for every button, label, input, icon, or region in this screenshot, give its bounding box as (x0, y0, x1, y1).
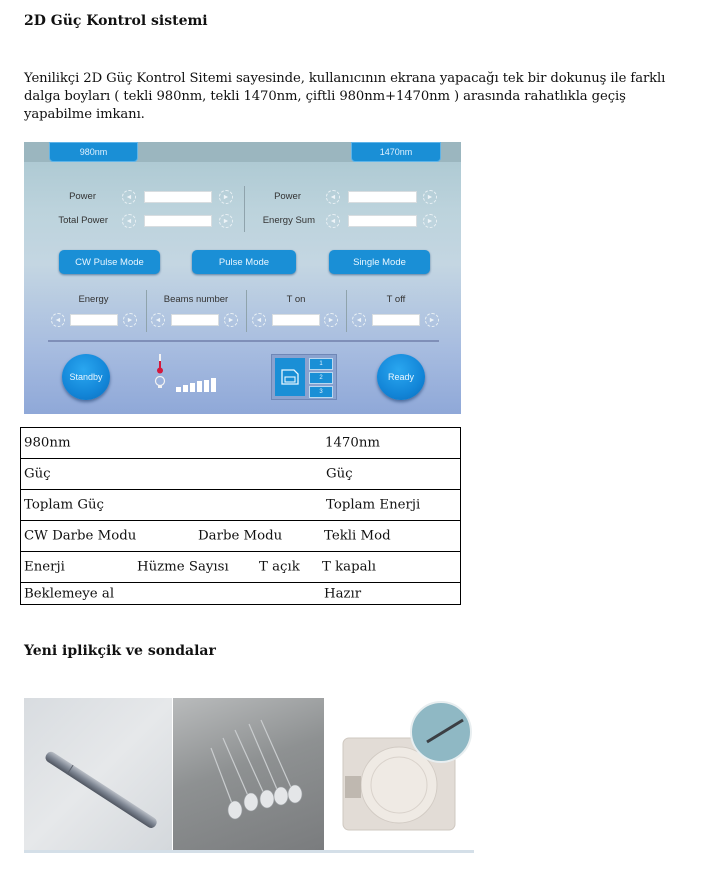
increase-arrow-icon[interactable]: ► (219, 214, 233, 228)
table-row (21, 428, 461, 459)
total-power-label: Total Power (58, 215, 108, 226)
cell-text: Hazır (324, 586, 362, 601)
cell-text: T kapalı (322, 559, 377, 575)
cell-text: Hüzme Sayısı (137, 559, 229, 575)
save-button[interactable] (275, 358, 305, 396)
packaging-icon (325, 698, 474, 850)
increase-arrow-icon[interactable]: ► (224, 313, 238, 327)
table-row (21, 490, 461, 521)
divider (48, 340, 439, 342)
memory-panel (271, 354, 337, 400)
power-980-label: Power (69, 191, 96, 202)
decrease-arrow-icon[interactable]: ◄ (326, 190, 340, 204)
increase-arrow-icon[interactable]: ► (324, 313, 338, 327)
cell-text: Güç (326, 466, 353, 482)
thermometer-icon (157, 354, 163, 374)
increase-arrow-icon[interactable]: ► (423, 214, 437, 228)
table-row (21, 552, 461, 583)
table-cell (21, 552, 461, 583)
translation-table (20, 427, 461, 605)
energy-sum-label: Energy Sum (262, 215, 315, 226)
t-off-field[interactable] (372, 314, 420, 326)
energy-sum-field[interactable] (348, 215, 417, 227)
increase-arrow-icon[interactable]: ► (425, 313, 439, 327)
cell-text: 1470nm (325, 435, 381, 451)
cell-text: T açık (259, 559, 300, 575)
save-icon (281, 369, 299, 385)
increase-arrow-icon[interactable]: ► (219, 190, 233, 204)
table-cell (21, 490, 461, 521)
decrease-arrow-icon[interactable]: ◄ (122, 214, 136, 228)
probes-icon (173, 698, 324, 850)
power-980-field[interactable] (144, 191, 212, 203)
tab-980nm[interactable]: 980nm (49, 142, 138, 162)
packaging-photo (325, 698, 474, 850)
photo-strip-bottom (24, 850, 474, 853)
t-off-label: T off (386, 294, 406, 305)
subheading: Yeni iplikçik ve sondalar (24, 643, 216, 659)
cell-text: Toplam Enerji (326, 497, 421, 513)
decrease-arrow-icon[interactable]: ◄ (122, 190, 136, 204)
cell-text: Tekli Mod (324, 528, 391, 544)
memory-slot-3[interactable]: 3 (309, 386, 333, 398)
decrease-arrow-icon[interactable]: ◄ (352, 313, 366, 327)
beams-number-field[interactable] (171, 314, 219, 326)
cell-text: Beklemeye al (24, 586, 115, 601)
total-power-field[interactable] (144, 215, 212, 227)
beams-number-label: Beams number (163, 294, 229, 305)
increase-arrow-icon[interactable]: ► (423, 190, 437, 204)
cell-text: 980nm (24, 435, 71, 451)
t-on-field[interactable] (272, 314, 320, 326)
cell-text: Toplam Güç (24, 497, 105, 513)
table-cell (21, 459, 461, 490)
ready-button[interactable]: Ready (377, 354, 425, 400)
energy-label: Energy (78, 294, 109, 305)
signal-level-bars (176, 378, 216, 392)
energy-field[interactable] (70, 314, 118, 326)
power-1470-field[interactable] (348, 191, 417, 203)
section-heading: 2D Güç Kontrol sistemi (24, 13, 208, 29)
level-bar (176, 387, 181, 392)
increase-arrow-icon[interactable]: ► (123, 313, 137, 327)
control-panel-image (24, 142, 461, 414)
description-paragraph: Yenilikçi 2D Güç Kontrol Sitemi sayesinde, kullanıcının ekrana yapacağı tek bir dokunuş ile farklı dalga boyları ( tekli 980nm, tekli 1470nm, çiftli 980nm+1470nm ) arasında rahatlıkla geçiş yapabilme imkanı. (24, 71, 666, 122)
cw-pulse-mode-button[interactable]: CW Pulse Mode (59, 250, 160, 274)
cell-text: Güç (24, 466, 51, 482)
table-row (21, 459, 461, 490)
probes-photo (173, 698, 324, 850)
single-mode-button[interactable]: Single Mode (329, 250, 430, 274)
lamp-icon (154, 376, 166, 388)
level-bar (211, 378, 216, 392)
table-cell (21, 521, 461, 552)
cell-text: Enerji (24, 559, 65, 575)
level-bar (197, 381, 202, 392)
level-bar (204, 380, 209, 392)
level-bar (183, 385, 188, 392)
handpiece-icon (24, 698, 172, 850)
pulse-mode-button[interactable]: Pulse Mode (192, 250, 296, 274)
decrease-arrow-icon[interactable]: ◄ (252, 313, 266, 327)
table-cell (21, 583, 461, 605)
level-bar (190, 383, 195, 392)
table-row (21, 521, 461, 552)
decrease-arrow-icon[interactable]: ◄ (326, 214, 340, 228)
handpiece-photo (24, 698, 172, 850)
decrease-arrow-icon[interactable]: ◄ (151, 313, 165, 327)
memory-slot-2[interactable]: 2 (309, 372, 333, 384)
table-row (21, 583, 461, 605)
memory-slot-1[interactable]: 1 (309, 358, 333, 370)
cell-text: CW Darbe Modu (24, 528, 137, 544)
table-cell (21, 428, 461, 459)
decrease-arrow-icon[interactable]: ◄ (51, 313, 65, 327)
tab-1470nm[interactable]: 1470nm (351, 142, 441, 162)
standby-button[interactable]: Standby (62, 354, 110, 400)
t-on-label: T on (286, 294, 306, 305)
cell-text: Darbe Modu (198, 528, 283, 544)
power-1470-label: Power (274, 191, 301, 202)
